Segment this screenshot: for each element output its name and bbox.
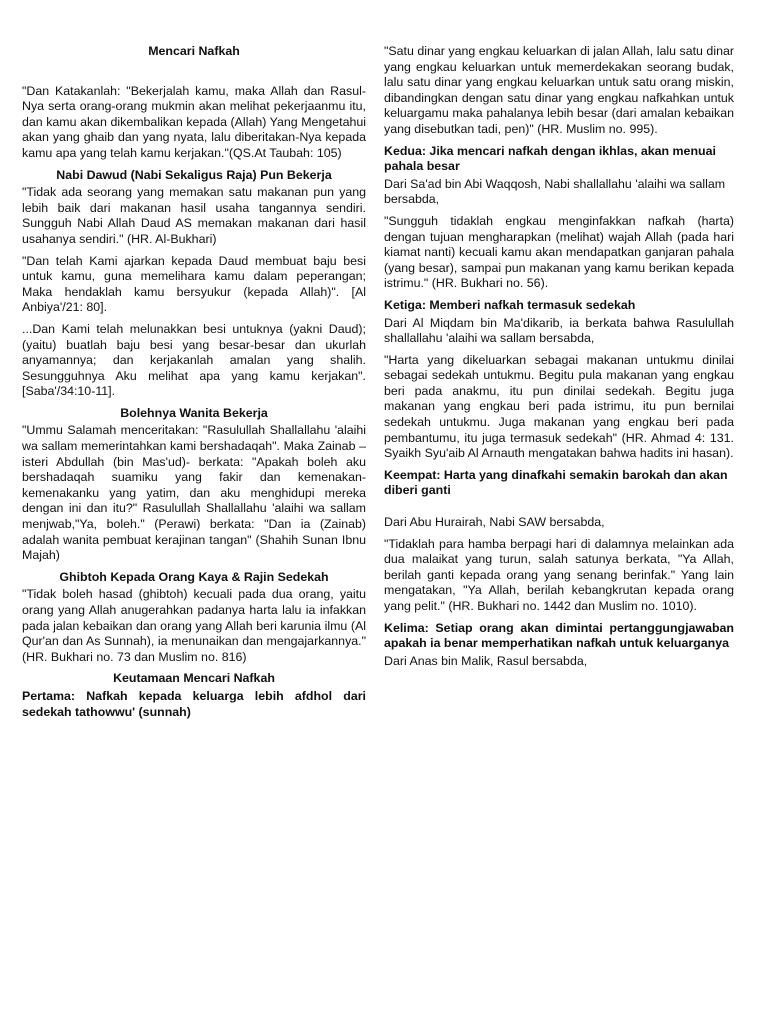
intro-ketiga: Dari Al Miqdam bin Ma'dikarib, ia berkata bahwa Rasulullah shallallahu 'alaihi wa sallam bersabda, (384, 315, 734, 346)
point-keempat: Keempat: Harta yang dinafkahi semakin barokah dan akan diberi ganti (384, 467, 728, 498)
hadith-ghibtoh-translation: "Tidak boleh hasad (ghibtoh) kecuali pada dua orang, yaitu orang yang Allah anugerahkan padanya harta lalu ia infakkan pada jalan kebaikan dan orang yang Allah beri karunia ilmu (Al Qur'an dan As Sunnah), ia menunaikan dan mengajarkannya." (HR. Bukhari no. 73 dan Muslim no. 816) (22, 587, 366, 664)
intro-kedua: Dari Sa'ad bin Abi Waqqosh, Nabi shallallahu 'alaihi wa sallam bersabda, (384, 176, 726, 207)
point-pertama: Pertama: Nafkah kepada keluarga lebih afdhol dari sedekah tathowwu' (sunnah) (22, 688, 366, 719)
point-kelima: Kelima: Setiap orang akan dimintai pertanggungjawaban apakah ia benar memperhatikan nafkah untuk keluarganya (384, 620, 734, 651)
heading-keutamaan: Keutamaan Mencari Nafkah (113, 671, 275, 686)
hadith-dinar-translation: "Satu dinar yang engkau keluarkan di jalan Allah, lalu satu dinar yang engkau keluarkan untuk memerdekakan seorang budak, lalu satu dinar yang engkau keluarkan untuk satu orang miskin, dibandingkan dengan satu dinar yang engkau nafkahkan untuk keluargamu maka pahalanya lebih besar (dari amalan kebaikan yang disebutkan tadi, pen)" (HR. Muslim no. 995). (384, 44, 734, 136)
quote-at-taubah-translation: "Dan Katakanlah: "Bekerjalah kamu, maka Allah dan Rasul-Nya serta orang-orang mukmin akan melihat pekerjaanmu itu, dan kamu akan dikembalikan kepada (Allah) Yang Mengetahui akan yang ghaib dan yang nyata, lalu diberitakan-Nya kepada kamu apa yang telah kamu kerjakan."(QS.At Taubah: 105) (22, 83, 366, 160)
hadith-ketiga-translation: "Harta yang dikeluarkan sebagai makanan untukmu dinilai sebagai sedekah untukmu. Begitu pula makanan yang engkau beri pada anakmu, itu pun dinilai sedekah. Begitu juga makanan yang engkau beri pada istrimu, itu pun bernilai sedekah untukmu. Juga makanan yang engkau beri pada pembantumu, itu juga termasuk sedekah" (HR. Ahmad 4: 131. Syaikh Syu'aib Al Arnauth mengatakan bahwa hadits ini hasan). (384, 352, 734, 461)
point-kedua: Kedua: Jika mencari nafkah dengan ikhlas, akan menuai pahala besar (384, 143, 716, 174)
quote-al-anbiya-translation: "Dan telah Kami ajarkan kepada Daud membuat baju besi untuk kamu, guna memelihara kamu dalam peperangan; Maka hendaklah kamu bersyukur (kepada Allah)". [Al Anbiya'/21: 80]. (22, 253, 366, 315)
heading-nabi-dawud: Nabi Dawud (Nabi Sekaligus Raja) Pun Bekerja (56, 167, 332, 182)
hadith-keempat-translation: "Tidaklah para hamba berpagi hari di dalamnya melainkan ada dua malaikat yang turun, salah satunya berkata, "Ya Allah, berilah ganti kepada orang yang senang berinfak." Yang lain mengatakan, "Ya Allah, berilah kebangkrutan kepada orang yang pelit." (HR. Bukhari no. 1442 dan Muslim no. 1010). (384, 536, 734, 613)
spacer (384, 501, 734, 515)
page-title: Mencari Nafkah (148, 44, 240, 58)
hadith-wanita-bekerja: "Ummu Salamah menceritakan: "Rasulullah Shallallahu 'alaihi wa sallam memerintahkan kami bershadaqah". Maka Zainab –isteri Abdullah (bin Mas'ud)- berkata: "Apakah boleh aku bershadaqah suamiku yang fakir dan kemenakan-kemenakanku yang yatim, dan aku menghidupi mereka dengan ini dan itu?" Rasulullah Shallallahu 'alaihi wa sallam menjwab,"Ya, boleh." (Perawi) berkata: "Dan ia (Zainab) adalah wanita pembuat kerajinan tangan" (Shahih Sunan Ibnu Majah) (22, 423, 366, 563)
intro-kelima: Dari Anas bin Malik, Rasul bersabda, (384, 653, 588, 668)
heading-ghibtoh: Ghibtoh Kepada Orang Kaya & Rajin Sedekah (59, 569, 329, 584)
quote-saba-translation: ...Dan Kami telah melunakkan besi untuknya (yakni Daud); (yaitu) buatlah baju besi yang besar-besar dan ukurlah anyamannya; dan kerjakanlah amalan yang shalih. Sesungguhnya Aku melihat apa yang kamu kerjakan". [Saba'/34:10-11]. (22, 321, 366, 399)
intro-keempat: Dari Abu Hurairah, Nabi SAW bersabda, (384, 515, 605, 530)
point-ketiga: Ketiga: Memberi nafkah termasuk sedekah (384, 297, 636, 312)
hadith-dawud-translation: "Tidak ada seorang yang memakan satu makanan pun yang lebih baik dari makanan hasil usaha tangannya sendiri. Sungguh Nabi Allah Daud AS memakan makanan dari hasil usahanya sendiri." (HR. Al-Bukhari) (22, 185, 366, 246)
heading-wanita-bekerja: Bolehnya Wanita Bekerja (120, 405, 268, 420)
right-column (384, 44, 734, 675)
left-column (22, 44, 366, 722)
hadith-kedua-translation: "Sungguh tidaklah engkau menginfakkan nafkah (harta) dengan tujuan mengharapkan (melihat) wajah Allah (pada hari kiamat nanti) kecuali kamu akan mendapatkan ganjaran pahala (yang besar), sampai pun makanan yang kamu berikan kepada istrimu." (HR. Bukhari no. 56). (384, 213, 734, 291)
